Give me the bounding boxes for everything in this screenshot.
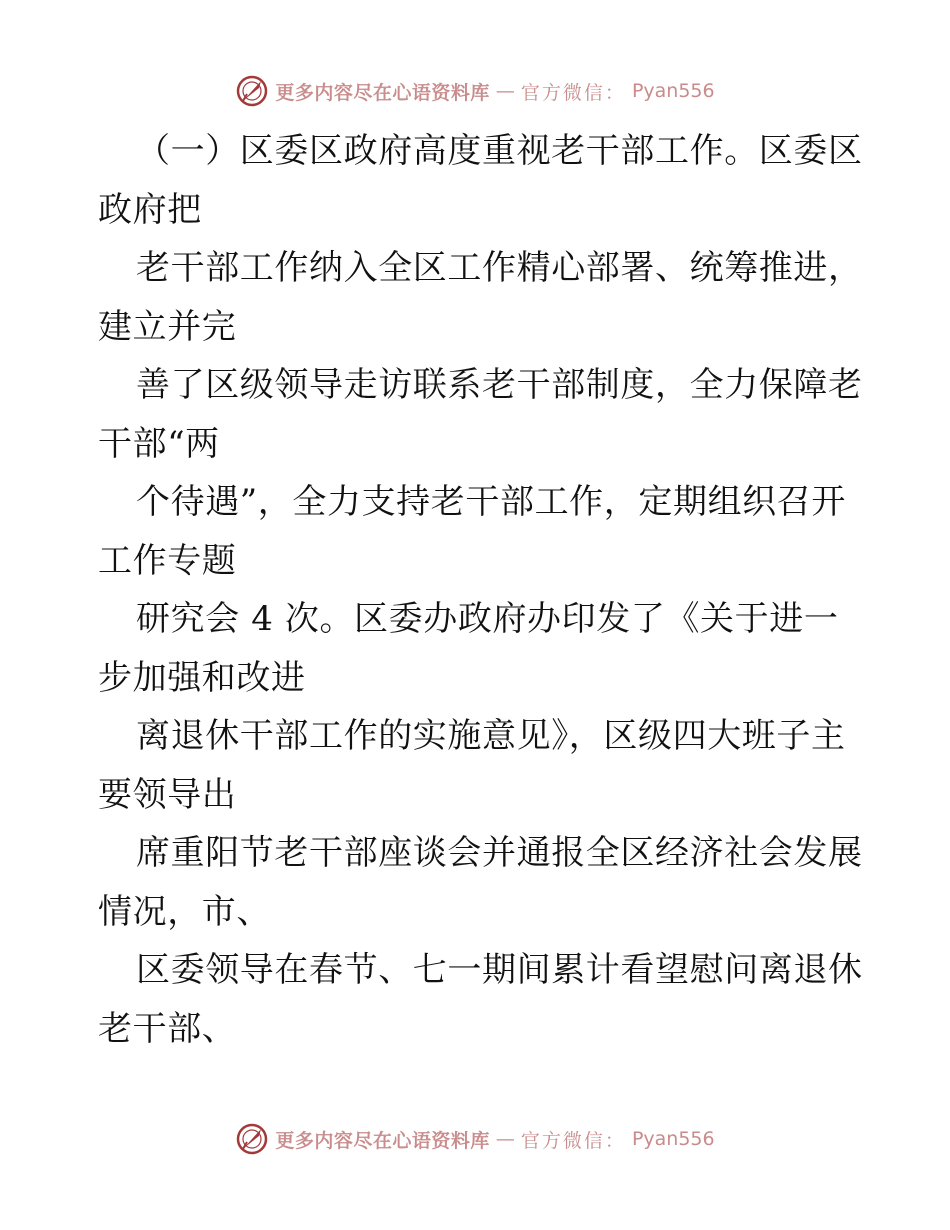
text-line: 要领导出 [98,774,237,815]
text-line: 老干部、 [98,1008,237,1049]
text-line: 干部“两 [98,423,220,464]
watermark-label: 官方微信： [520,1129,626,1152]
watermark-id: Pyan556 [631,1128,715,1150]
text-line: 步加强和改进 [98,657,306,698]
text-line: 善了区级领导走访联系老干部制度，全力保障老 [136,365,863,405]
text-line: （一）区委区政府高度重视老干部工作。区委区 [136,131,863,171]
watermark-label: 官方微信： [520,81,626,104]
text-line: 离退休干部工作的实施意见》，区级四大班子主 [136,716,846,756]
document-body [98,122,863,1058]
footer-watermark [0,1119,950,1159]
text-line: 席重阳节老干部座谈会并通报全区经济社会发展 [136,833,863,873]
text-line: 研究会 4 次。区委办政府办印发了《关于进一 [136,599,839,639]
watermark-dash: — [495,1128,515,1150]
quill-pen-logo-icon [235,1122,269,1156]
text-line: 情况，市、 [98,891,271,932]
text-line: 老干部工作纳入全区工作精心部署、统筹推进， [136,248,863,288]
text-line: 工作专题 [98,540,237,581]
quill-pen-logo-icon [235,74,269,108]
watermark-id: Pyan556 [631,80,715,102]
text-line: 政府把 [98,189,202,230]
watermark-brand-text: 更多内容尽在心语资料库 [275,81,490,104]
watermark-brand-text: 更多内容尽在心语资料库 [275,1129,490,1152]
header-watermark [0,71,950,111]
watermark-dash: — [495,80,515,102]
text-line: 建立并完 [98,306,237,347]
text-line: 区委领导在春节、七一期间累计看望慰问离退休 [136,950,863,990]
text-line: 个待遇”，全力支持老干部工作，定期组织召开 [136,482,846,522]
